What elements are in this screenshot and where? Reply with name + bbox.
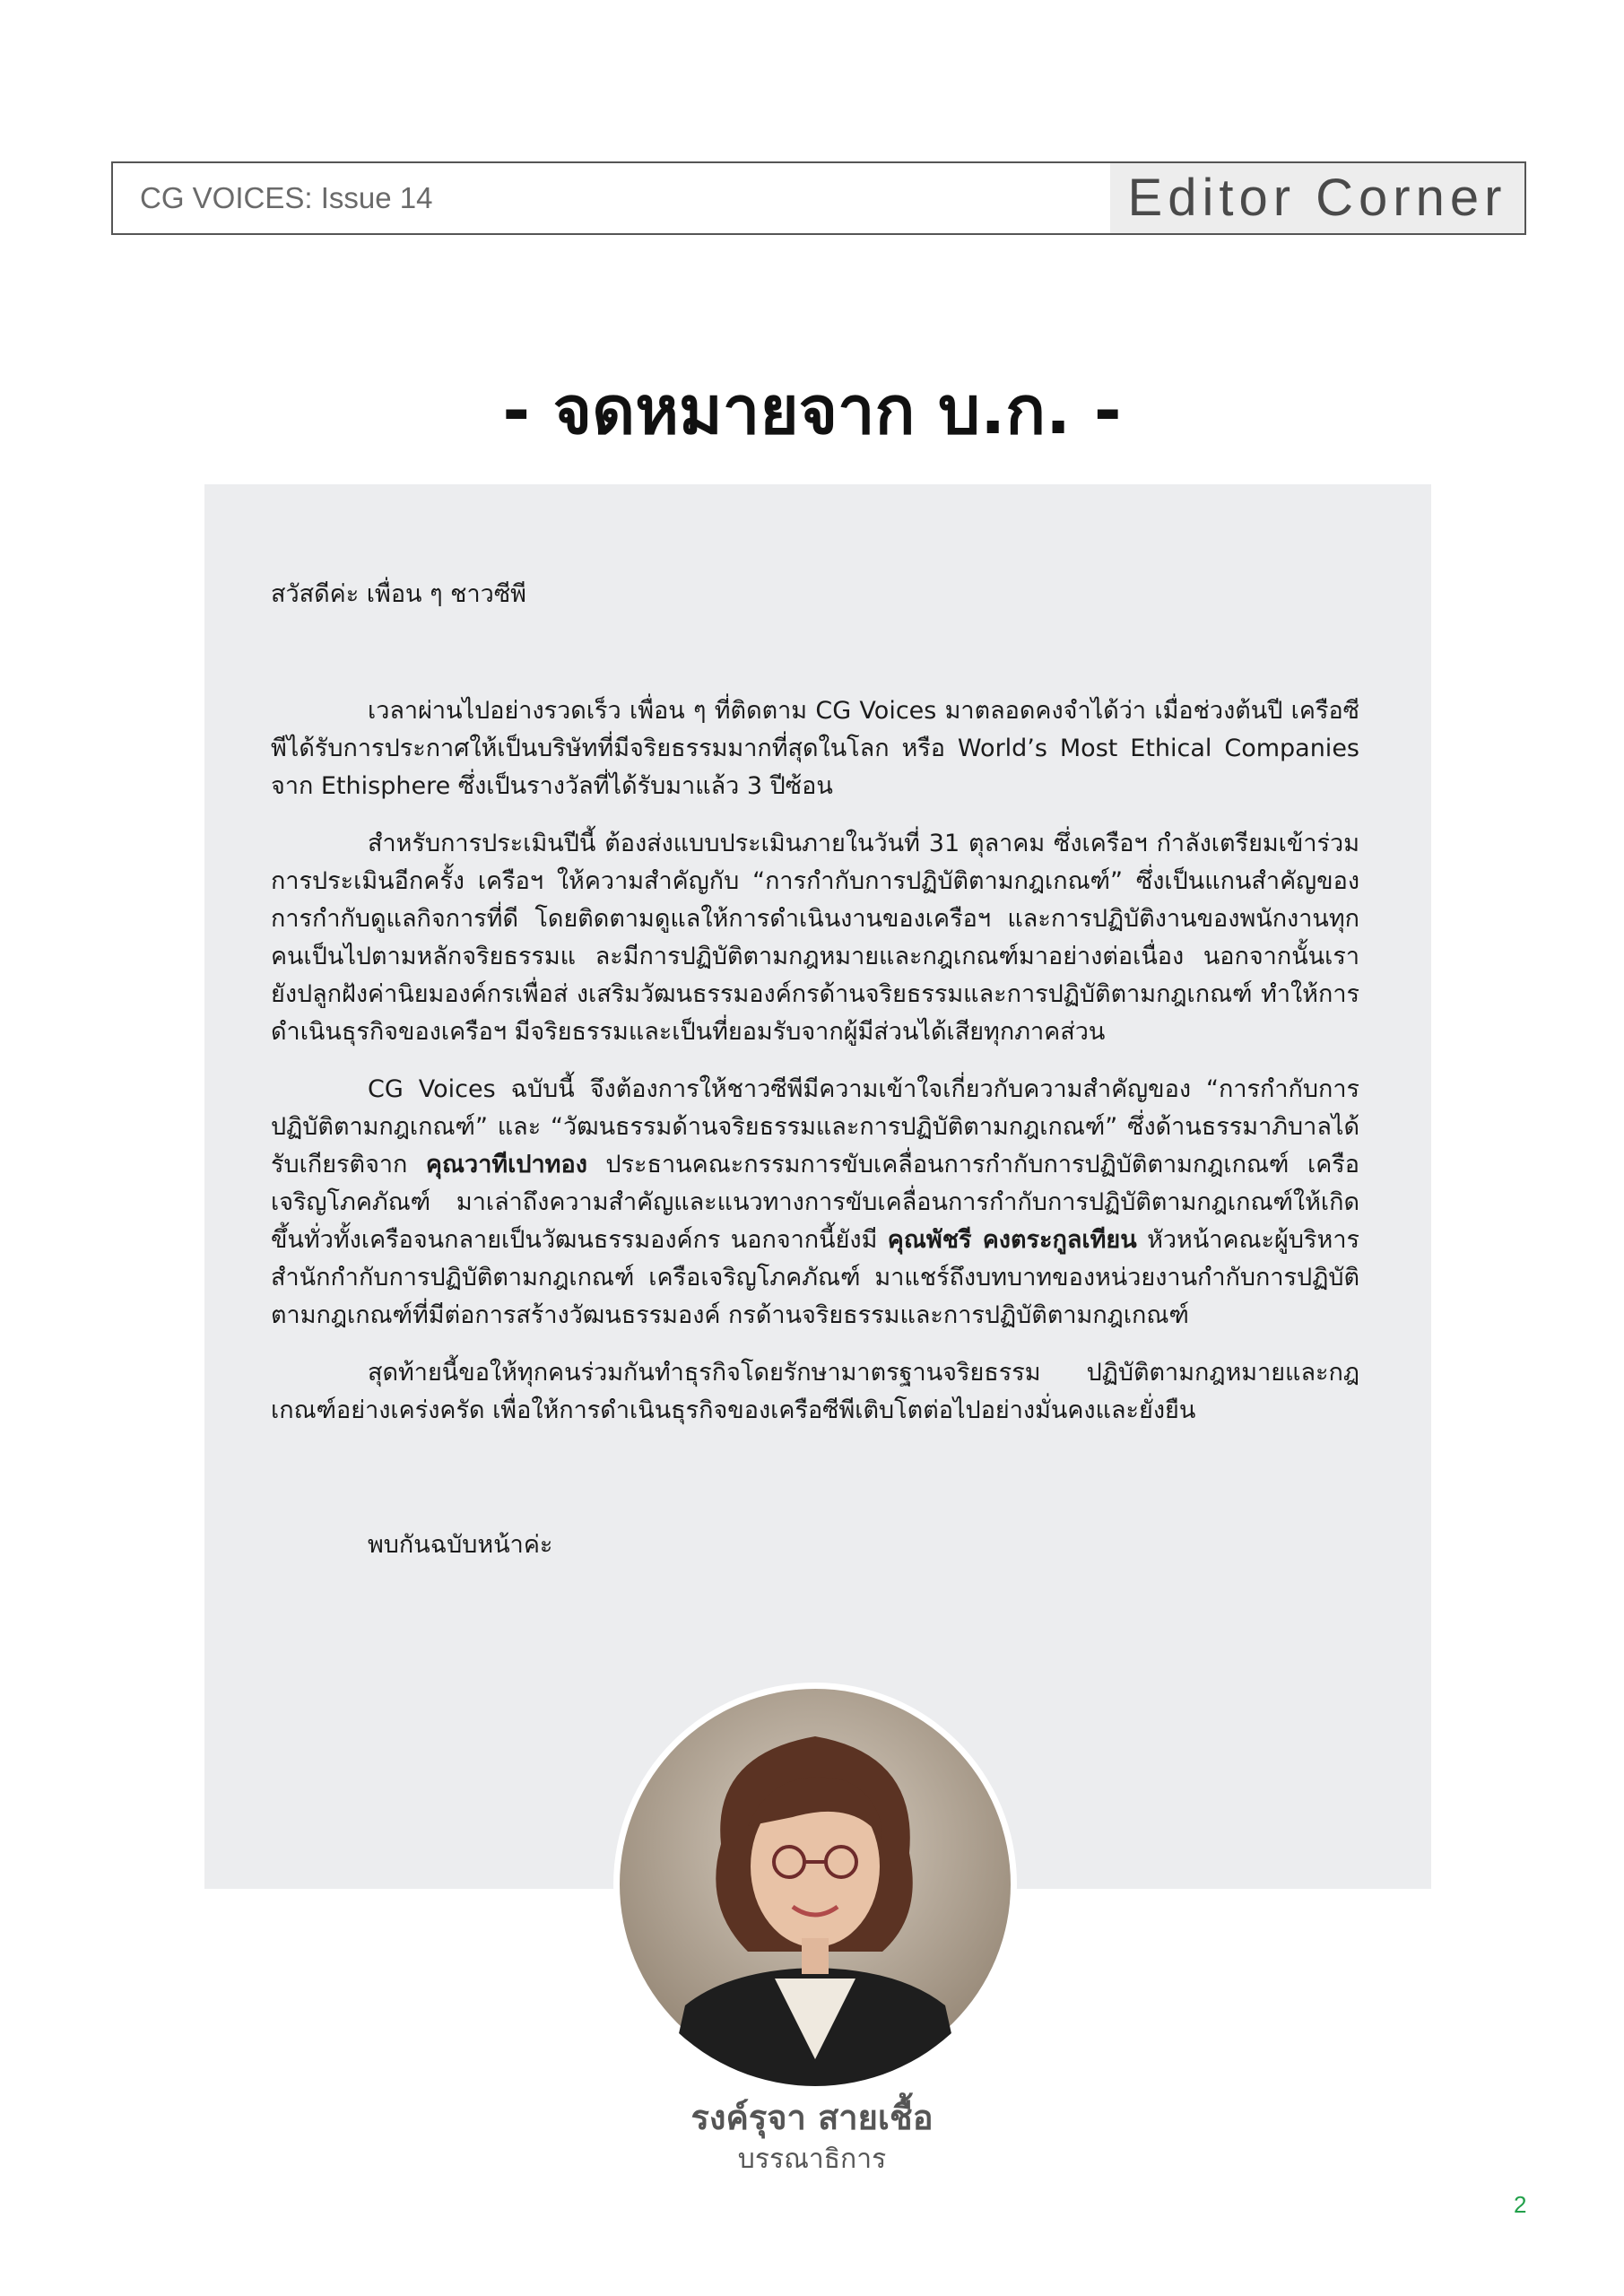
editor-role: บรรณาธิการ (737, 2144, 887, 2175)
paragraph-4: สุดท้ายนี้ขอให้ทุกคนร่วมกันทำธุรกิจโดยรักษามาตรฐานจริยธรรม ปฏิบัติตามกฎหมายและกฎเกณฑ์อย่างเคร่งครัด เพื่อให้การดำเนินธุรกิจของเครือซีพีเติบโตต่อไปอย่างมั่นคงและยั่งยืน (271, 1359, 1359, 1424)
paragraph-3 (271, 1071, 1359, 1335)
header-bar (111, 161, 1526, 235)
bold-name-1: คุณวาทีเปาทอง (425, 1151, 587, 1178)
paragraph-1: เวลาผ่านไปอย่างรวดเร็ว เพื่อน ๆ ที่ติดตาม CG Voices มาตลอดคงจำได้ว่า เมื่อช่วงต้นปี เครือซีพีได้รับการประกาศให้เป็นบริษัทที่มีจริยธรรมมากที่สุดในโลก หรือ World’s Most Ethical Companies จาก Ethisphere ซึ่งเป็นรางวัลที่ได้รับมาแล้ว 3 ปีซ้อน (271, 697, 1359, 800)
issue-label: CG VOICES: Issue 14 (140, 181, 433, 214)
page-number: 2 (1514, 2191, 1527, 2218)
paragraph-3-part-b: ประธานคณะกรรมการขับเคลื่อนการกำกับการปฏิบัติตามกฎเกณฑ์ เครือเจริญโภคภัณฑ์ มาเล่าถึงความสำคัญและแนวทางการขับเคลื่อนการกำกับการปฏิบัติตามกฎเกณฑ์ให้เกิดขึ้นทั่วทั้งเครือจนกลายเป็นวัฒนธรรมองค์กร นอกจากนี้ยังมี (271, 1151, 1359, 1254)
editor-name: รงค์รุจา สายเชื้อ (690, 2098, 934, 2137)
page-title: - จดหมายจาก บ.ก. - (502, 372, 1122, 449)
paragraph-3-part-a: CG Voices ฉบับนี้ จึงต้องการให้ชาวซีพีมีความเข้าใจเกี่ยวกับความสำคัญของ “การกำกับการปฏิบัติตามกฎเกณฑ์” และ “วัฒนธรรมด้านจริยธรรมและการปฏิบัติตามกฎเกณฑ์” ซึ่งด้านธรรมาภิบาลได้รับเกียรติจาก (271, 1075, 1359, 1178)
paragraph-2: สำหรับการประเมินปีนี้ ต้องส่งแบบประเมินภายในวันที่ 31 ตุลาคม ซึ่งเครือฯ กำลังเตรียมเข้าร่วมการประเมินอีกครั้ง เครือฯ ให้ความสำคัญกับ “การกำกับการปฏิบัติตามกฎเกณฑ์” ซึ่งเป็นแกนสำคัญของการกำกับดูแลกิจการที่ดี โดยติดตามดูแลให้การดำเนินงานของเครือฯ และการปฏิบัติงานของพนักงานทุกคนเป็นไปตามหลักจริยธรรมแ ละมีการปฏิบัติตามกฎหมายและกฎเกณฑ์มาอย่างต่อเนื่อง นอกจากนั้นเรายังปลูกฝังค่านิยมองค์กรเพื่อส่ งเสริมวัฒนธรรมองค์กรด้านจริยธรรมและการปฏิบัติตามกฎเกณฑ์ ทำให้การดำเนินธุรกิจของเครือฯ มีจริยธรรมและเป็นที่ยอมรับจากผู้มีส่วนได้เสียทุกภาคส่วน (271, 830, 1359, 1046)
letter-greeting: สวัสดีค่ะ เพื่อน ๆ ชาวซีพี (271, 580, 526, 608)
letter-body (271, 692, 1359, 1449)
editor-portrait-illustration (613, 1683, 1017, 2086)
letter-closing: พบกันฉบับหน้าค่ะ (368, 1531, 553, 1559)
paragraph-3-part-c: หัวหน้าคณะผู้บริหารสำนักกำกับการปฏิบัติตามกฎเกณฑ์ เครือเจริญโภคภัณฑ์ มาแชร์ถึงบทบาทของหน่วยงานกำกับการปฏิบัติตามกฎเกณฑ์ที่มีต่อการสร้างวัฒนธรรมองค์ กรด้านจริยธรรมและการปฏิบัติตามกฎเกณฑ์ (271, 1226, 1359, 1329)
section-title: Editor Corner (1110, 163, 1524, 233)
bold-name-2: คุณพัชรี คงตระกูลเทียน (887, 1226, 1137, 1254)
editor-photo (613, 1683, 1017, 2086)
